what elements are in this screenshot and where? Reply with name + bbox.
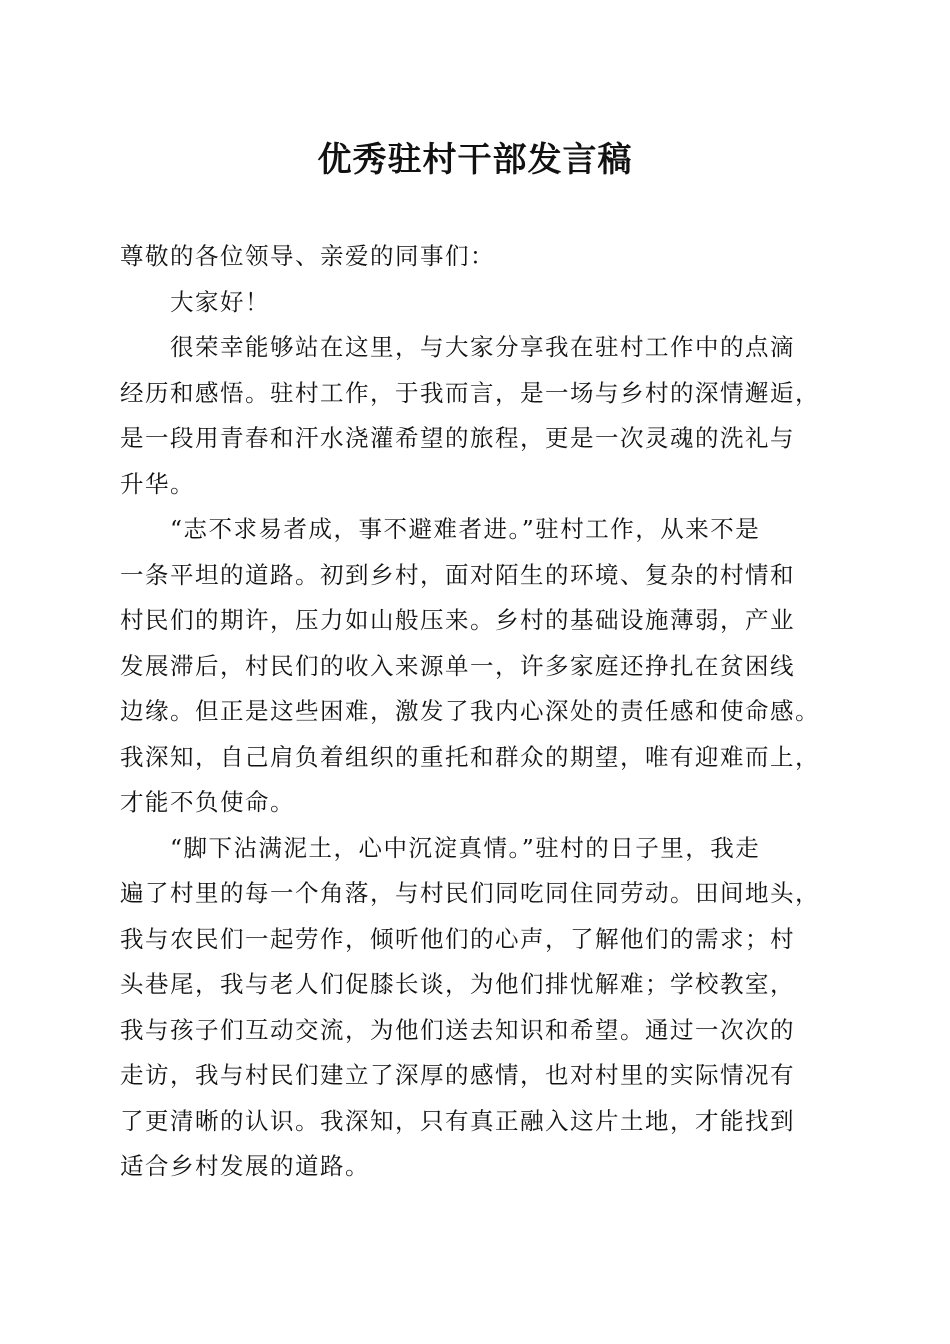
paragraph-3-line-8: 适合乡村发展的道路。 [120, 1152, 370, 1180]
document-title: 优秀驻村干部发言稿 [317, 140, 633, 180]
paragraph-1-line-3: 是一段用青春和汗水浇灌希望的旅程，更是一次灵魂的洗礼与 [120, 424, 795, 452]
salutation-line: 尊敬的各位领导、亲爱的同事们： [120, 242, 495, 270]
document-body [120, 234, 836, 1190]
paragraph-3-line-3: 我与农民们一起劳作，倾听他们的心声，了解他们的需求；村 [120, 924, 795, 953]
paragraph-3-line-4: 头巷尾，我与老人们促膝长谈，为他们排忧解难；学校教室， [120, 970, 795, 998]
paragraph-2-line-4: 发展滞后，村民们的收入来源单一，许多家庭还挣扎在贫困线 [120, 651, 795, 680]
paragraph-3-line-6: 走访，我与村民们建立了深厚的感情，也对村里的实际情况有 [120, 1061, 795, 1089]
greeting-line: 大家好！ [170, 287, 270, 316]
paragraph-2-line-3: 村民们的期许，压力如山般压来。乡村的基础设施薄弱，产业 [120, 606, 795, 634]
paragraph-1-line-2: 经历和感悟。驻村工作，于我而言，是一场与乡村的深情邂逅， [120, 378, 820, 407]
paragraph-3-line-7: 了更清晰的认识。我深知，只有真正融入这片土地，才能找到 [120, 1106, 795, 1135]
paragraph-1-line-1: 很荣幸能够站在这里，与大家分享我在驻村工作中的点滴 [170, 333, 795, 361]
paragraph-2-line-1: “志不求易者成，事不避难者进。”驻村工作，从来不是 [170, 515, 761, 543]
paragraph-2-line-2: 一条平坦的道路。初到乡村，面对陌生的环境、复杂的村情和 [120, 560, 795, 589]
paragraph-3-line-2: 遍了村里的每一个角落，与村民们同吃同住同劳动。田间地头， [120, 879, 820, 907]
paragraph-2-line-6: 我深知，自己肩负着组织的重托和群众的期望，唯有迎难而上， [120, 742, 820, 771]
paragraph-2-line-5: 边缘。但正是这些困难，激发了我内心深处的责任感和使命感。 [120, 697, 820, 725]
paragraph-2-line-7: 才能不负使命。 [120, 788, 295, 816]
paragraph-3-line-5: 我与孩子们互动交流，为他们送去知识和希望。通过一次次的 [120, 1015, 795, 1044]
paragraph-1-line-4: 升华。 [120, 469, 195, 498]
paragraph-3-line-1: “脚下沾满泥土，心中沉淀真情。”驻村的日子里，我走 [170, 833, 761, 862]
